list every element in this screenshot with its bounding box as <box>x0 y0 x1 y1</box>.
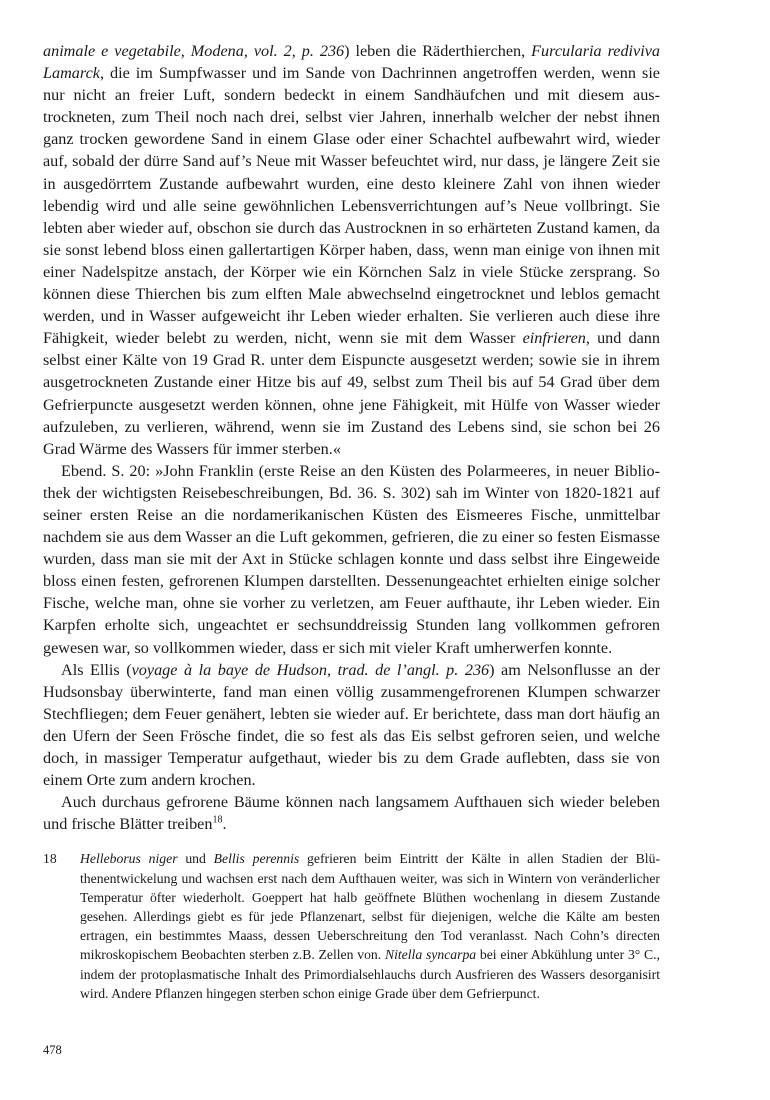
text-run: Auch durchaus gefrorene Bäume können nach langsamem Aufthauen sich wieder beleben und frische Blätter treiben <box>43 793 660 834</box>
text-run: und <box>177 851 214 867</box>
page-number: 478 <box>43 1043 62 1057</box>
text-run: , und dann selbst einer Kälte von 19 Grad R. unter dem Eispuncte ausgesetzt werden; sowie sie in ihrem ausgetrockneten Zustande einer Hitze bis auf 49, selbst zum Theil bis auf 54 Grad über dem Gefrierpuncte ausgesetzt werden können, ohne jene Fähigkeit, mit Hülfe von Wasser wieder aufzuleben, zu verlieren, während, wenn sie im Zustand des Lebens sind, sie schon bei 26 Grad Wärme des Wassers für immer sterben.« <box>43 329 660 458</box>
italic-run: Bellis perennis <box>213 851 300 867</box>
italic-run: Furcularia rediviva Lamarck <box>43 42 660 83</box>
footnote-ref: 18 <box>212 814 223 826</box>
italic-run: voyage à la baye de Hudson, trad. de l’angl. p. 236 <box>131 660 490 679</box>
italic-run: Nitella syncarpa <box>384 947 477 963</box>
text-run: gefrieren beim Eintritt der Kälte in allen Stadien der Blüthenentwickelung und wachsen erst nach dem Aufthauen weiter, was sich in Wintern von veränderlicher Temperatur öfter wiederholt. Goeppert hat halb geöffnete Blüthen wochenlang in diesem Zustande gesehen. Allerdings giebt es für jede Pflanzenart, selbst für diejenigen, welche die Kälte am besten ertragen, ein bestimmtes Maass, dessen Ueberschreitung den Tod veranlasst. Nach Cohn’s directen mikroskopischem Beobachten sterben z.B. Zellen von. <box>80 851 660 963</box>
italic-run: einfrieren <box>522 329 586 348</box>
italic-run: animale e vegetabile, Modena, vol. 2, p. 236 <box>43 42 345 60</box>
italic-run: Helleborus niger <box>80 851 178 867</box>
page <box>43 40 660 1003</box>
body-text <box>43 40 660 835</box>
footnote-18 <box>43 849 660 1003</box>
text-run: bei einer Abkühlung unter 3° C., indem der protoplasmatische Inhalt des Primordialsehlauchs durch Ausfrieren des Wassers desorganisirt wird. Andere Pflanzen hingegen sterben schon einige Grade über dem Gefrierpunct. <box>80 947 660 1001</box>
paragraph-1 <box>43 40 660 460</box>
text-run: Ebend. S. 20: »John Franklin (erste Reise an den Küsten des Polarmeeres, in neuer Bibliothek der wichtigsten Reisebeschreibungen, Bd. 36. S. 302) sah im Winter von 1820-1821 auf seiner ersten Reise an die nordamerikanischen Küsten des Eismeeres Fische, unmittelbar nachdem sie aus dem Wasser an die Luft gekommen, gefrieren, die zu einer so festen Eismasse wurden, dass man sie mit der Axt in Stücke schlagen konnte und dass selbst ihre Eingeweide bloss einen festen, gefrorenen Klumpen darstellten. Dessenungeachtet erhielten einige solcher Fische, welche man, ohne sie vorher zu verletzen, am Feuer aufthaute, ihr Leben wieder. Ein Karpfen erholte sich, ungeachtet er sechsunddreissig Stunden lang vollkommen gefroren gewesen war, so vollkommen wieder, dass er sich mit vieler Kraft umherwerfen konnte. <box>43 461 660 657</box>
text-run: . <box>222 815 227 834</box>
paragraph-4 <box>43 791 660 835</box>
text-run: ) am Nelsonflusse an der Hudsonsbay überwinterte, fand man einen völlig zusammengefrorenen Klumpen schwarzer Stechfliegen; dem Feuer genähert, lebten sie wieder auf. Er berichtete, dass man dort häufig an den Ufern der Seen Frösche findet, die so fest als das Eis selbst gefroren seien, und welche doch, in massiger Temperatur aufgethaut, wieder bis zu dem Grade auflebten, dass sie von einem Orte zum andern krochen. <box>43 660 660 790</box>
text-run: , die im Sumpfwasser und im Sande von Dachrinnen angetroffen werden, wenn sie nur nicht an freier Luft, sondern bedeckt in einem Sandhäufchen und mit diesem austrockneten, zum Theil noch nach drei, selbst vier Jahren, innerhalb welcher der nebst ihnen ganz trocken gewordene Sand in einem Glase oder einer Schachtel aufbewahrt wird, wieder auf, sobald der dürre Sand auf’s Neue mit Wasser befeuchtet wird, nur dass, je längere Zeit sie in ausgedörrtem Zustande aufbewahrt wurden, eine desto kleinere Zahl von ihnen wieder lebendig wird und alle seine gewöhnlichen Lebensverrichtungen auf’s Neue vollbringt. Sie lebten aber wieder auf, obschon sie durch das Austrocknen in so erhärteten Zustand kamen, da sie sonst lebend bloss einen gallertartigen Körper haben, dass, wenn man einige von ihnen mit einer Nadelspitze anstach, der Körper wie ein Körnchen Salz in viele Stücke zersprang. So können diese Thierchen bis zum elften Male abwechselnd eingetrocknet und leblos gemacht werden, und in Wasser aufgeweicht ihr Leben wieder erhalten. Sie verlieren auch diese ihre Fähigkeit, wieder belebt zu werden, nicht, wenn sie mit dem Wasser <box>43 64 660 348</box>
paragraph-3 <box>43 659 660 792</box>
footnote-number: 18 <box>43 851 57 867</box>
text-run: ) leben die Räderthierchen, <box>344 42 532 60</box>
text-run: Als Ellis ( <box>61 660 132 679</box>
paragraph-2 <box>43 460 660 659</box>
footnote-text <box>80 849 660 1003</box>
